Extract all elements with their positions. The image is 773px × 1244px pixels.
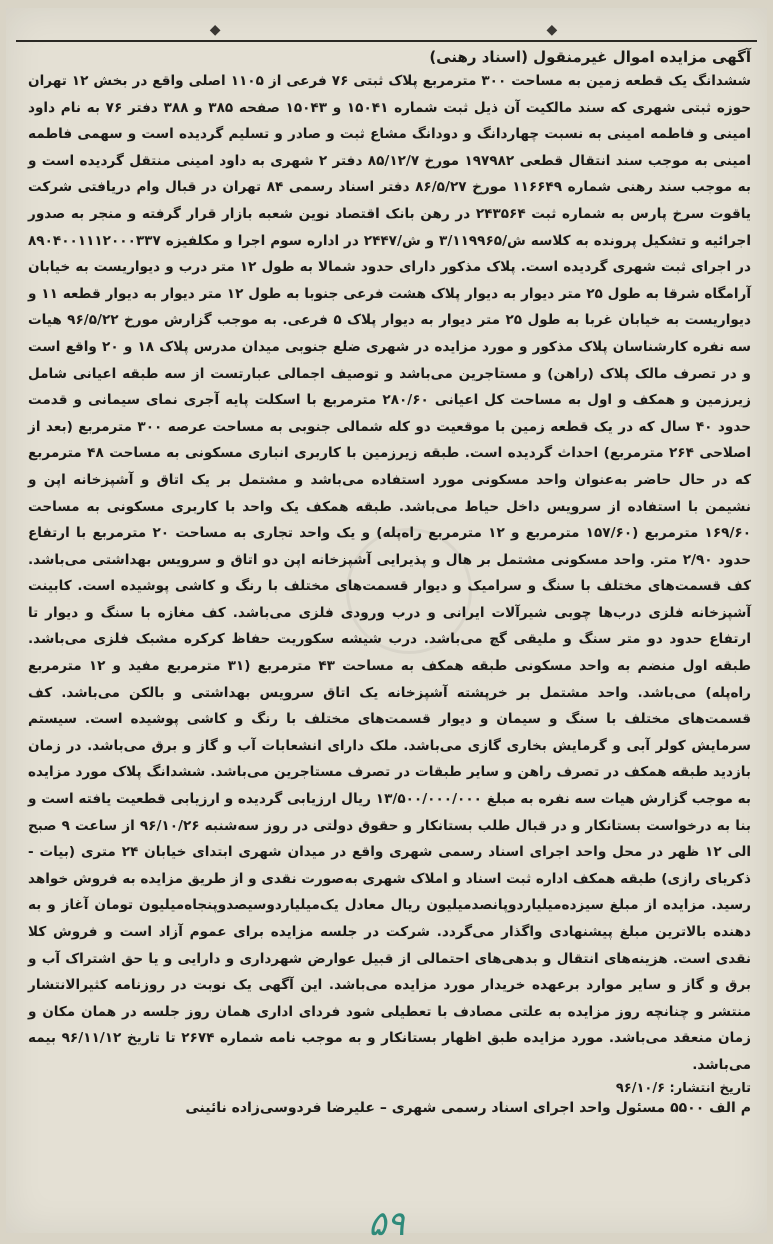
top-rule [16,40,757,42]
header-ornament [6,22,767,38]
publish-date: تاریخ انتشار: ۹۶/۱۰/۶ [615,1080,751,1096]
ornament-right-icon: ◆ [546,22,564,38]
newspaper-page [6,8,767,1244]
handwritten-number: ۵۹ [368,1204,405,1244]
ornament-left-icon: ◆ [209,22,227,38]
ad-content [28,48,751,1116]
ad-footer-signature: م الف ۵۵۰۰ مسئول واحد اجرای اسناد رسمی شهری – علیرضا فردوسی‌زاده نائینی [185,1099,751,1116]
ad-title: آگهی مزایده اموال غیرمنقول (اسناد رهنی) [429,48,751,66]
ad-body: ششدانگ یک قطعه زمین به مساحت ۳۰۰ مترمربع پلاک ثبتی ۷۶ فرعی از ۱۱۰۵ اصلی واقع در بخش ۱۲ تهران حوزه ثبتی شهری که سند مالکیت آن ذیل ثبت شماره ۱۵۰۴۱ و ۱۵۰۴۳ صفحه ۳۸۵ و ۳۸۸ دفتر ۷۶ به نام داود امینی و فاطمه امینی به نسبت چهاردانگ و دودانگ مشاع ثبت و صادر و تسلیم گردیده است و سهمی فاطمه امینی به موجب سند انتقال قطعی ۱۹۷۹۸۲ مورخ ۸۵/۱۲/۷ دفتر ۲ شهری به داود امینی منتقل گردیده است و به موجب سند رهنی شماره ۱۱۶۶۴۹ مورخ ۸۶/۵/۲۷ دفتر اسناد رسمی ۸۴ تهران در قبال وام دریافتی شرکت یاقوت سرخ پارس به شماره ثبت ۲۴۳۵۶۴ در رهن بانک اقتصاد نوین شعبه بازار قرار گرفته و منجر به صدور اجرائیه و تشکیل پرونده به کلاسه ش/۳/۱۱۹۹۶۵ و ش/۲۴۴۷ در اداره سوم اجرا و مکلفیزه ۸۹۰۴۰۰۱۱۱۲۰۰۰۳۳۷ در اجرای ثبت شهری گردیده است. پلاک مذکور دارای حدود شمالا به طول ۱۲ متر درب و دیواریست به خیابان آرامگاه شرقا به طول ۲۵ متر دیوار به دیوار پلاک هشت فرعی جنوبا به طول ۱۲ متر دیوار به دیوار قطعه ۱۱ و دیواریست به خیابان غربا به طول ۲۵ متر دیوار به دیوار پلاک ۵ فرعی. به موجب گزارش مورخ ۹۶/۵/۲۲ هیات سه نفره کارشناسان پلاک مذکور و مورد مزایده در شهری ضلع جنوبی میدان مدرس پلاک ۱۸ و ۲۰ واقع است و در تصرف مالک پلاک (راهن) و مستاجرین می‌باشد و توصیف اجمالی عبارتست از سه طبقه اعیانی شامل زیرزمین و همکف و اول به مساحت کل اعیانی ۲۸۰/۶۰ مترمربع با اسکلت پایه آجری نمای سیمانی و قدمت حدود ۴۰ سال که در یک قطعه زمین با موقعیت دو کله شمالی جنوبی به مساحت عرصه ۳۰۰ مترمربع (بعد از اصلاحی ۲۶۴ مترمربع) احداث گردیده است. طبقه زیرزمین با کاربری انباری مسکونی به مساحت ۴۸ مترمربع که در حال حاضر به‌عنوان واحد مسکونی مورد استفاده می‌باشد و مشتمل بر یک اتاق و آشپزخانه اپن و نشیمن با استفاده از سرویس داخل حیاط می‌باشد. طبقه همکف یک واحد با کاربری مسکونی به مساحت ۱۶۹/۶۰ مترمربع (۱۵۷/۶۰ مترمربع و ۱۲ مترمربع راه‌پله) و یک واحد تجاری به مساحت ۲۰ مترمربع با ارتفاع حدود ۲/۹۰ متر. واحد مسکونی مشتمل بر هال و پذیرایی آشپزخانه اپن دو اتاق و سرویس بهداشتی می‌باشد. کف قسمت‌های مختلف با سنگ و سرامیک و دیوار قسمت‌های مختلف با رنگ و کاشی پوشیده است. کابینت آشپزخانه فلزی درب‌ها چوبی شیرآلات ایرانی و درب ورودی فلزی می‌باشد. کف مغازه با سنگ و دیوار تا ارتفاع حدود دو متر سنگ و ملیقی گچ می‌باشد. درب شیشه سکوریت حفاظ کرکره مشبک فلزی می‌باشد. طبقه اول منضم به واحد مسکونی طبقه همکف به مساحت ۴۳ مترمربع (۳۱ مترمربع مفید و ۱۲ مترمربع راه‌پله) می‌باشد. واحد مشتمل بر خرپشته آشپزخانه یک اتاق سرویس بهداشتی و بالکن می‌باشد. کف قسمت‌های مختلف با سنگ و سیمان و دیوار قسمت‌های مختلف با رنگ و کاشی پوشیده است. سیستم سرمایش کولر آبی و گرمایش بخاری گازی می‌باشد. ملک دارای انشعابات آب و گاز و برق می‌باشد. در زمان بازدید طبقه همکف در تصرف راهن و سایر طبقات در تصرف مستاجرین می‌باشد. ششدانگ پلاک مورد مزایده به موجب گزارش هیات سه نفره به مبلغ ۱۳/۵۰۰/۰۰۰/۰۰۰ ریال ارزیابی گردیده و ارزیابی قطعیت یافته است و بنا به درخواست بستانکار و در قبال طلب بستانکار و حقوق دولتی در روز سه‌شنبه ۹۶/۱۰/۲۶ از ساعت ۹ صبح الی ۱۲ ظهر در محل واحد اجرای اسناد رسمی شهری واقع در میدان شهری ابتدای خیابان ۲۴ متری (بیات - ذکریای رازی) طبقه همکف اداره ثبت اسناد و املاک شهری به‌صورت نقدی و از طریق مزایده به فروش خواهد رسید. مزایده از مبلغ سیزده‌میلیاردوپانصدمیلیون ریال معادل یک‌میلیاردوسیصدوپنجاه‌میلیون تومان آغاز و به دهنده بالاترین مبلغ پیشنهادی واگذار می‌گردد. شرکت در جلسه مزایده برای عموم آزاد است و فروش کلا نقدی است. هزینه‌های انتقال و بدهی‌های احتمالی از قبیل عوارض شهرداری و دارایی و یا حق اشتراک آب و برق و گاز و سایر موارد برعهده خریدار مورد مزایده می‌باشد. این آگهی یک نوبت در روزنامه کثیرالانتشار منتشر و چنانچه روز مزایده به علتی مصادف با تعطیلی شود فردای اداری همان روز جلسه در همان مکان و زمان منعقد می‌باشد. مورد مزایده طبق اظهار بستانکار و به موجب نامه شماره ۲۶۷۴ تا تاریخ ۹۶/۱۱/۱۲ بیمه می‌باشد. [28,73,752,1073]
